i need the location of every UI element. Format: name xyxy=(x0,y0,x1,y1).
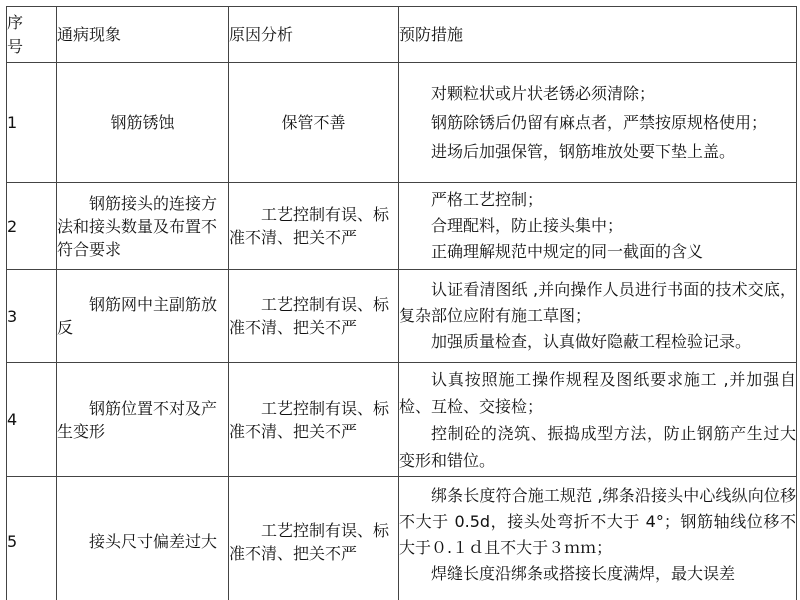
row-number: 5 xyxy=(7,477,57,600)
phenomenon-cell xyxy=(57,363,229,477)
header-phenomenon: 通病现象 xyxy=(57,7,229,63)
row-number: 4 xyxy=(7,363,57,477)
cause-cell xyxy=(229,63,399,183)
phenomenon-text: 钢筋锈蚀 xyxy=(110,113,175,132)
phenomenon-cell xyxy=(57,183,229,270)
prevention-cell xyxy=(399,63,797,183)
cause-text: 保管不善 xyxy=(281,113,346,132)
phenomenon-text: 钢筋接头的连接方法和接头数量及布置不符合要求 xyxy=(57,193,218,259)
header-prevention: 预防措施 xyxy=(399,7,797,63)
table-header-row xyxy=(7,7,797,63)
row-number: 1 xyxy=(7,63,57,183)
table-row xyxy=(7,183,797,270)
prevention-item: 焊缝长度沿绑条或搭接长度满焊，最大误差 xyxy=(431,564,736,583)
prevention-item: 钢筋除锈后仍留有麻点者，严禁按原规格使用； xyxy=(431,113,768,132)
table-row xyxy=(7,270,797,363)
header-serial-number xyxy=(7,7,57,63)
header-serial-line-1: 序 xyxy=(7,12,24,32)
header-serial-line-2: 号 xyxy=(7,36,24,56)
table-row xyxy=(7,63,797,183)
phenomenon-text: 钢筋位置不对及产生变形 xyxy=(57,398,218,441)
prevention-item: 对颗粒状或片状老锈必须清除； xyxy=(431,84,656,103)
prevention-cell xyxy=(399,477,797,600)
cause-text: 工艺控制有误、标准不清、把关不严 xyxy=(229,398,390,441)
row-number: 3 xyxy=(7,270,57,363)
prevention-item: 合理配料，防止接头集中； xyxy=(431,216,624,235)
prevention-item: 认证看清图纸 ,并向操作人员进行书面的技术交底，复杂部位应附有施工草图； xyxy=(399,280,796,325)
header-cause: 原因分析 xyxy=(229,7,399,63)
prevention-item: 加强质量检查，认真做好隐蔽工程检验记录。 xyxy=(431,332,752,351)
cause-cell xyxy=(229,183,399,270)
cause-text: 工艺控制有误、标准不清、把关不严 xyxy=(229,205,390,247)
cause-text: 工艺控制有误、标准不清、把关不严 xyxy=(229,295,390,337)
cause-text: 工艺控制有误、标准不清、把关不严 xyxy=(229,520,390,563)
phenomenon-text: 钢筋网中主副筋放反 xyxy=(57,295,218,337)
prevention-cell xyxy=(399,183,797,270)
prevention-item: 认真按照施工操作规程及图纸要求施工 ,并加强自检、互检、交接检； xyxy=(399,369,796,416)
row-number: 2 xyxy=(7,183,57,270)
defects-table xyxy=(6,6,797,600)
cause-cell xyxy=(229,477,399,600)
cause-cell xyxy=(229,363,399,477)
table-row xyxy=(7,363,797,477)
phenomenon-text: 接头尺寸偏差过大 xyxy=(89,532,218,551)
prevention-item: 绑条长度符合施工规范 ,绑条沿接头中心线纵向位移不大于 0.5d，接头处弯折不大于 4°；钢筋轴线位移不大于０.１ｄ且不大于３ｍｍ； xyxy=(399,486,796,557)
table-row xyxy=(7,477,797,600)
prevention-item: 严格工艺控制； xyxy=(431,190,544,209)
phenomenon-cell xyxy=(57,270,229,363)
phenomenon-cell xyxy=(57,477,229,600)
cause-cell xyxy=(229,270,399,363)
prevention-item: 控制砼的浇筑、振捣成型方法，防止钢筋产生过大变形和错位。 xyxy=(399,423,796,470)
prevention-cell xyxy=(399,270,797,363)
prevention-item: 进场后加强保管，钢筋堆放处要下垫上盖。 xyxy=(431,142,736,161)
phenomenon-cell xyxy=(57,63,229,183)
prevention-cell xyxy=(399,363,797,477)
prevention-item: 正确理解规范中规定的同一截面的含义 xyxy=(431,242,704,261)
